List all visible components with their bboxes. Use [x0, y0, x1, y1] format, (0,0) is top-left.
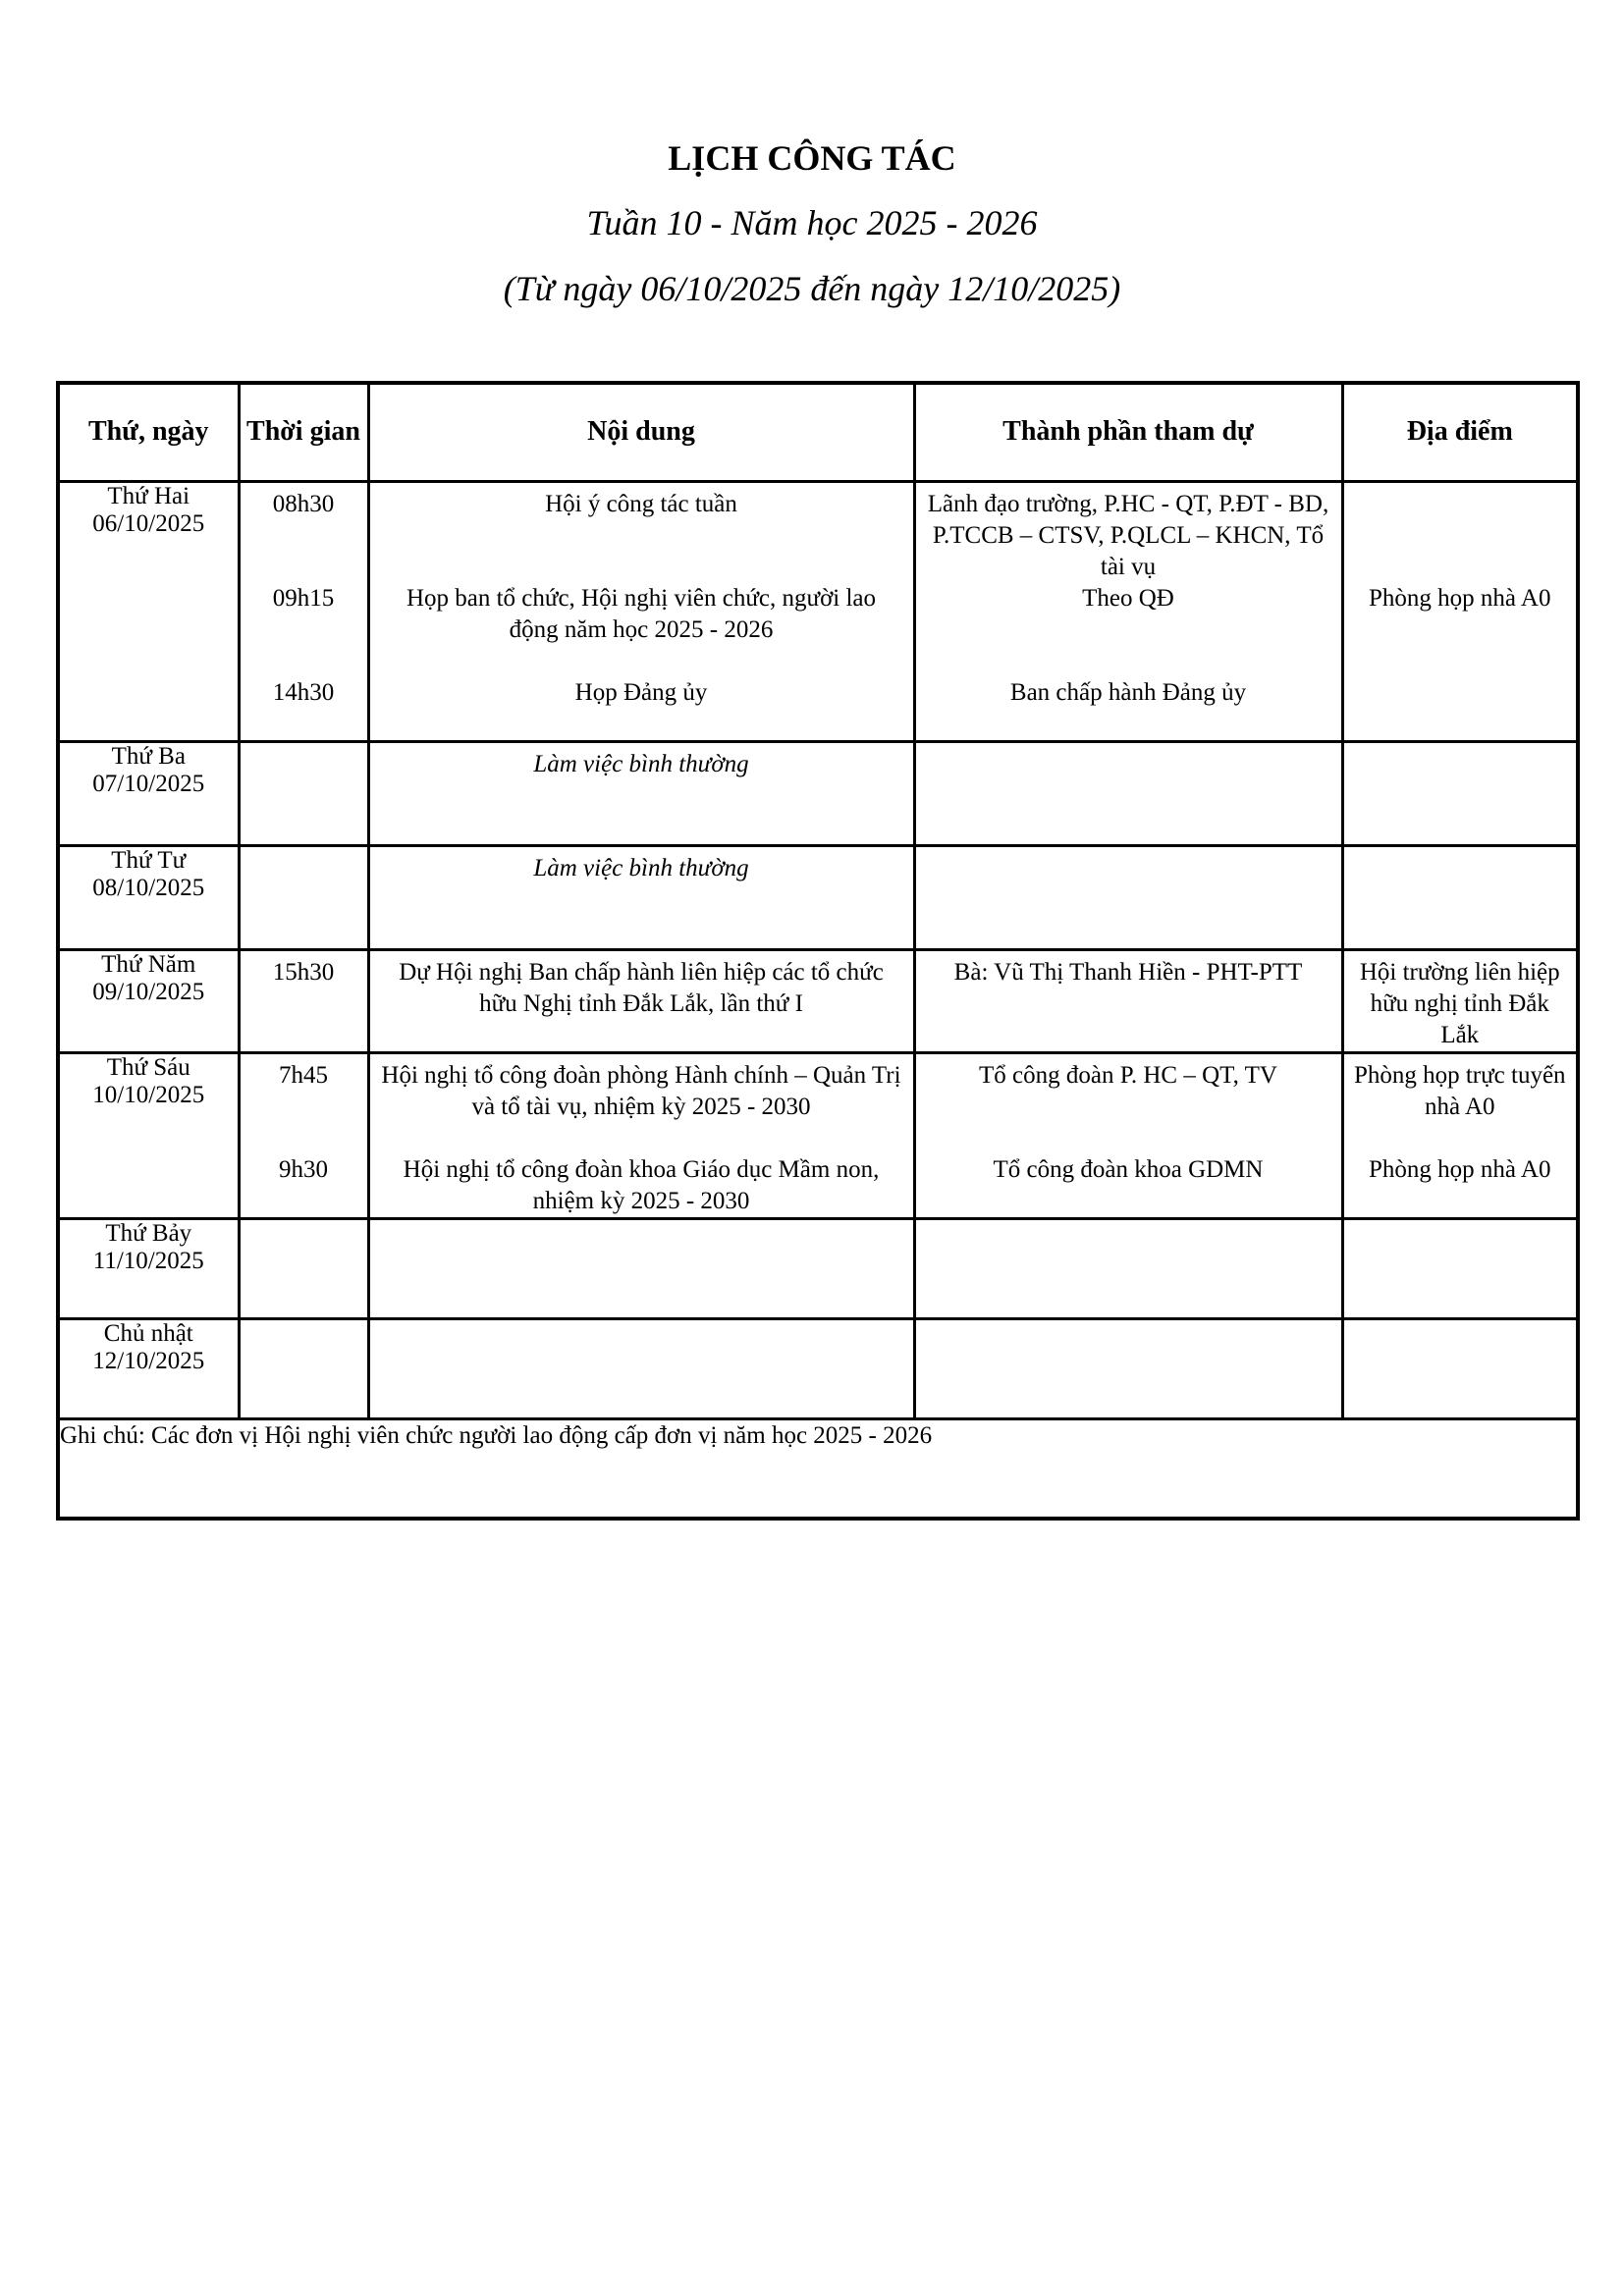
participant-item: Bà: Vũ Thị Thanh Hiền - PHT-PTT [953, 958, 1303, 986]
participants-cell [914, 1318, 1342, 1418]
table-row [58, 1318, 1578, 1418]
participant-item: Tổ công đoàn P. HC – QT, TV [979, 1061, 1277, 1089]
day-cell [58, 481, 239, 741]
content-cell [368, 949, 914, 1052]
time-slot: 7h45 [279, 1061, 328, 1089]
content-item: Dự Hội nghị Ban chấp hành liên hiệp các tổ chức hữu Nghị tỉnh Đắk Lắk, lần thứ I [399, 958, 884, 1017]
location-cell [1342, 1218, 1578, 1318]
day-date: 10/10/2025 [92, 1081, 205, 1108]
day-date: 08/10/2025 [92, 874, 205, 901]
col-header-participants: Thành phần tham dự [914, 383, 1342, 481]
participant-item: Lãnh đạo trường, P.HC - QT, P.ĐT - BD, P.TCCB – CTSV, P.QLCL – KHCN, Tổ tài vụ [927, 490, 1329, 580]
note-row [58, 1418, 1578, 1519]
time-slot: 09h15 [272, 584, 335, 612]
time-cell [239, 845, 368, 949]
table-row [58, 1218, 1578, 1318]
day-date: 07/10/2025 [92, 770, 205, 797]
day-name: Thứ Năm [101, 950, 196, 978]
location-text: Phòng họp trực tuyến nhà A0 [1353, 1061, 1566, 1120]
location-cell [1342, 741, 1578, 845]
content-item: Hội nghị tổ công đoàn khoa Giáo dục Mầm non, nhiệm kỳ 2025 - 2030 [403, 1155, 880, 1214]
content-item: Làm việc bình thường [533, 854, 749, 881]
content-item: Hội ý công tác tuần [545, 490, 737, 517]
time-cell [239, 741, 368, 845]
day-cell [58, 845, 239, 949]
location-cell [1342, 1318, 1578, 1418]
time-slot: 9h30 [279, 1155, 328, 1183]
content-item: Hội nghị tổ công đoàn phòng Hành chính – Quản Trị và tổ tài vụ, nhiệm kỳ 2025 - 2030 [381, 1061, 901, 1120]
day-name: Thứ Bảy [105, 1219, 192, 1247]
time-cell [239, 949, 368, 1052]
time-slot: 14h30 [272, 678, 335, 706]
content-item: Họp ban tổ chức, Hội nghị viên chức, người lao động năm học 2025 - 2026 [406, 584, 877, 643]
day-name: Thứ Tư [111, 846, 187, 874]
content-item: Làm việc bình thường [533, 750, 749, 777]
participants-cell [914, 481, 1342, 741]
participant-item: Ban chấp hành Đảng ủy [1009, 678, 1247, 706]
day-name: Chủ nhật [103, 1319, 193, 1347]
location-text: Phòng họp nhà A0 [1369, 1155, 1551, 1183]
col-header-day: Thứ, ngày [58, 383, 239, 481]
table-row [58, 741, 1578, 845]
day-date: 09/10/2025 [92, 978, 205, 1005]
time-cell [239, 1052, 368, 1218]
page-title: LỊCH CÔNG TÁC [668, 138, 956, 178]
content-cell [368, 1052, 914, 1218]
col-header-time: Thời gian [239, 383, 368, 481]
day-date: 11/10/2025 [92, 1247, 204, 1274]
location-cell [1342, 845, 1578, 949]
content-cell [368, 1318, 914, 1418]
date-range: (Từ ngày 06/10/2025 đến ngày 12/10/2025) [503, 269, 1121, 308]
day-date: 06/10/2025 [92, 509, 205, 537]
participants-cell [914, 949, 1342, 1052]
location-text: Hội trường liên hiệp hữu nghị tỉnh Đắk Lắk [1359, 958, 1560, 1048]
col-header-location: Địa điểm [1342, 383, 1578, 481]
day-name: Thứ Hai [107, 482, 190, 509]
day-cell [58, 1052, 239, 1218]
day-name: Thứ Sáu [106, 1053, 190, 1081]
table-row [58, 481, 1578, 741]
participant-item: Theo QĐ [1082, 584, 1174, 612]
table-row [58, 1052, 1578, 1218]
location-text: Phòng họp nhà A0 [1369, 584, 1551, 612]
page-subtitle: Tuần 10 - Năm học 2025 - 2026 [586, 203, 1038, 242]
content-cell [368, 481, 914, 741]
day-name: Thứ Ba [111, 742, 186, 770]
location-cell [1342, 481, 1578, 741]
time-slot: 15h30 [272, 958, 335, 986]
schedule-table [56, 381, 1580, 1521]
participant-item: Tổ công đoàn khoa GDMN [993, 1155, 1264, 1183]
col-header-content: Nội dung [368, 383, 914, 481]
content-cell [368, 845, 914, 949]
participants-cell [914, 1218, 1342, 1318]
participants-cell [914, 741, 1342, 845]
time-cell [239, 1318, 368, 1418]
day-cell [58, 1318, 239, 1418]
day-cell [58, 741, 239, 845]
location-cell [1342, 949, 1578, 1052]
note-text: Ghi chú: Các đơn vị Hội nghị viên chức người lao động cấp đơn vị năm học 2025 - 2026 [58, 1418, 1578, 1519]
location-cell [1342, 1052, 1578, 1218]
table-row [58, 845, 1578, 949]
time-cell [239, 1218, 368, 1318]
day-date: 12/10/2025 [92, 1347, 205, 1374]
time-slot: 08h30 [272, 490, 335, 517]
day-cell [58, 949, 239, 1052]
time-cell [239, 481, 368, 741]
participants-cell [914, 1052, 1342, 1218]
content-cell [368, 741, 914, 845]
content-item: Họp Đảng ủy [574, 678, 708, 706]
participants-cell [914, 845, 1342, 949]
content-cell [368, 1218, 914, 1318]
table-row [58, 949, 1578, 1052]
day-cell [58, 1218, 239, 1318]
table-header-row [58, 383, 1578, 481]
